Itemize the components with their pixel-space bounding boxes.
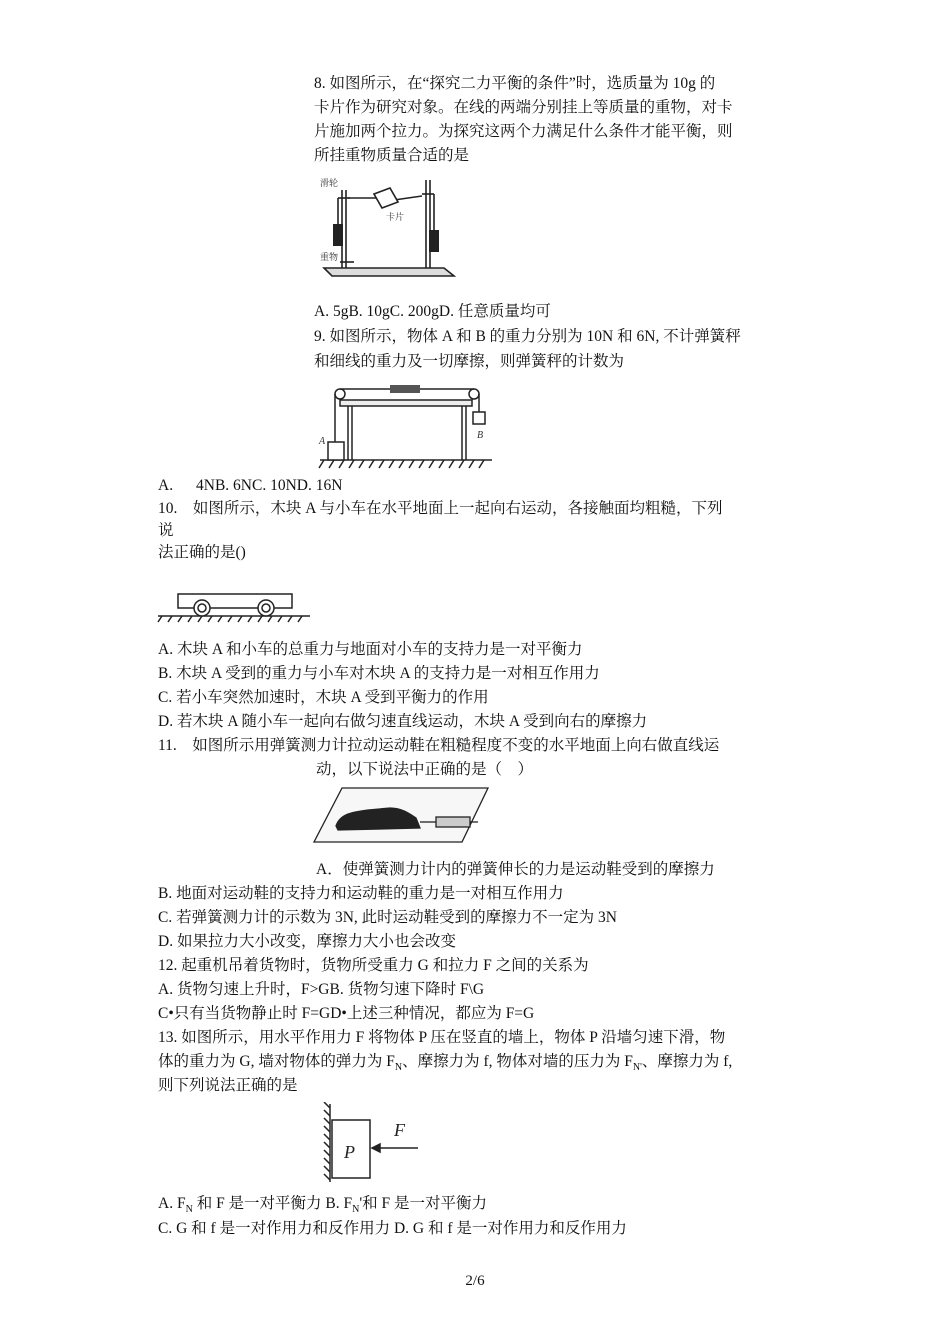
- q9-pulley-table-figure: [316, 380, 496, 472]
- q8-line-3: 片施加两个拉力。为探究这两个力满足什么条件才能平衡，则: [314, 123, 733, 140]
- q13-opt1-sub-n: N: [185, 1204, 193, 1216]
- q13-line-3: 则下列说法正确的是: [158, 1077, 298, 1094]
- q8-line-4: 所挂重物质量合适的是: [314, 147, 470, 164]
- q9-options-prefix: A.: [158, 477, 174, 494]
- q13-opt1-part-b: 和 F 是一对平衡力 B. F: [192, 1195, 353, 1212]
- weight-label: 重物: [320, 252, 339, 262]
- q13-opt1-sub-n2: N: [352, 1204, 360, 1216]
- q10-option-d: D. 若木块 A 随小车一起向右做匀速直线运动，木块 A 受到向右的摩擦力: [158, 713, 648, 730]
- q8-options: A. 5gB. 10gC. 200gD. 任意质量均可: [314, 303, 551, 320]
- card-label: 卡片: [386, 212, 405, 222]
- q13-line-2-part-b: 、摩擦力为 f, 物体对墙的压力为 F: [402, 1053, 633, 1070]
- q10-line-3: 法正确的是(): [158, 544, 246, 561]
- q11-line-1: 11. 如图所示用弹簧测力计拉动运动鞋在粗糙程度不变的水平地面上向右做直线运: [158, 737, 720, 754]
- q10-cart-figure: [156, 588, 312, 624]
- q10-line-1: 10. 如图所示，木块 A 与小车在水平地面上一起向右运动，各接触面均粗糙，下列: [158, 500, 723, 517]
- q13-opt1-part-a: A. F: [158, 1195, 186, 1212]
- q13-options-line-1: [158, 1194, 487, 1220]
- block-a-label: A: [319, 436, 326, 447]
- q10-option-c: C. 若小车突然加速时，木块 A 受到平衡力的作用: [158, 689, 489, 706]
- q13-line-2-sub-n-prime: N': [632, 1062, 642, 1074]
- q8-line-2: 卡片作为研究对象。在线的两端分别挂上等质量的重物，对卡: [314, 99, 733, 116]
- q10-line-2: 说: [158, 522, 174, 539]
- q11-shoe-figure: [312, 784, 490, 846]
- q13-line-2-sub-n: N: [394, 1062, 403, 1074]
- left-weight: [333, 224, 343, 246]
- q13-line-2-part-c: 、摩擦力为 f,: [641, 1053, 733, 1070]
- q9-line-1: 9. 如图所示，物体 A 和 B 的重力分别为 10N 和 6N, 不计弹簧秤: [314, 328, 741, 345]
- spring-scale: [390, 385, 420, 393]
- q11-option-d: D. 如果拉力大小改变，摩擦力大小也会改变: [158, 933, 456, 950]
- q10-option-a: A. 木块 A 和小车的总重力与地面对小车的支持力是一对平衡力: [158, 641, 583, 658]
- q8-balance-figure: [318, 172, 458, 284]
- right-weight: [429, 230, 439, 252]
- page-number: 2/6: [465, 1273, 485, 1289]
- q12-line-1: 12. 起重机吊着货物时，货物所受重力 G 和拉力 F 之间的关系为: [158, 957, 589, 974]
- object-p-label: P: [344, 1142, 355, 1162]
- q13-line-2: [158, 1052, 732, 1078]
- pulley-label: 滑轮: [320, 178, 339, 188]
- q13-line-2-part-a: 体的重力为 G, 墙对物体的弹力为 F: [158, 1053, 395, 1070]
- q11-line-2: 动，以下说法中正确的是（ ）: [316, 761, 534, 778]
- q9-line-2: 和细线的重力及一切摩擦，则弹簧秤的计数为: [314, 353, 625, 370]
- block-b-label: B: [477, 430, 484, 441]
- q12-line-2: A. 货物匀速上升时，F>GB. 货物匀速下降时 F\G: [158, 981, 485, 998]
- force-f-label: F: [394, 1120, 405, 1140]
- q9-options: 4NB. 6NC. 10ND. 16N: [196, 477, 343, 494]
- q10-option-b: B. 木块 A 受到的重力与小车对木块 A 的支持力是一对相互作用力: [158, 665, 600, 682]
- q13-opt1-part-c: '和 F 是一对平衡力: [359, 1195, 488, 1212]
- q11-option-c: C. 若弹簧测力计的示数为 3N, 此时运动鞋受到的摩擦力不一定为 3N: [158, 909, 617, 926]
- q13-wall-figure: [320, 1102, 424, 1184]
- q11-option-a: A．使弹簧测力计内的弹簧伸长的力是运动鞋受到的摩擦力: [316, 861, 715, 878]
- q13-line-1: 13. 如图所示，用水平作用力 F 将物体 P 压在竖直的墙上，物体 P 沿墙匀速下滑，物: [158, 1029, 726, 1046]
- q12-line-3: C•只有当货物静止时 F=GD•上述三种情况，都应为 F=G: [158, 1005, 535, 1022]
- q13-options-line-2: C. G 和 f 是一对作用力和反作用力 D. G 和 f 是一对作用力和反作用力: [158, 1220, 627, 1237]
- q11-option-b: B. 地面对运动鞋的支持力和运动鞋的重力是一对相互作用力: [158, 885, 564, 902]
- q8-line-1: 8. 如图所示，在“探究二力平衡的条件”时，选质量为 10g 的: [314, 75, 716, 92]
